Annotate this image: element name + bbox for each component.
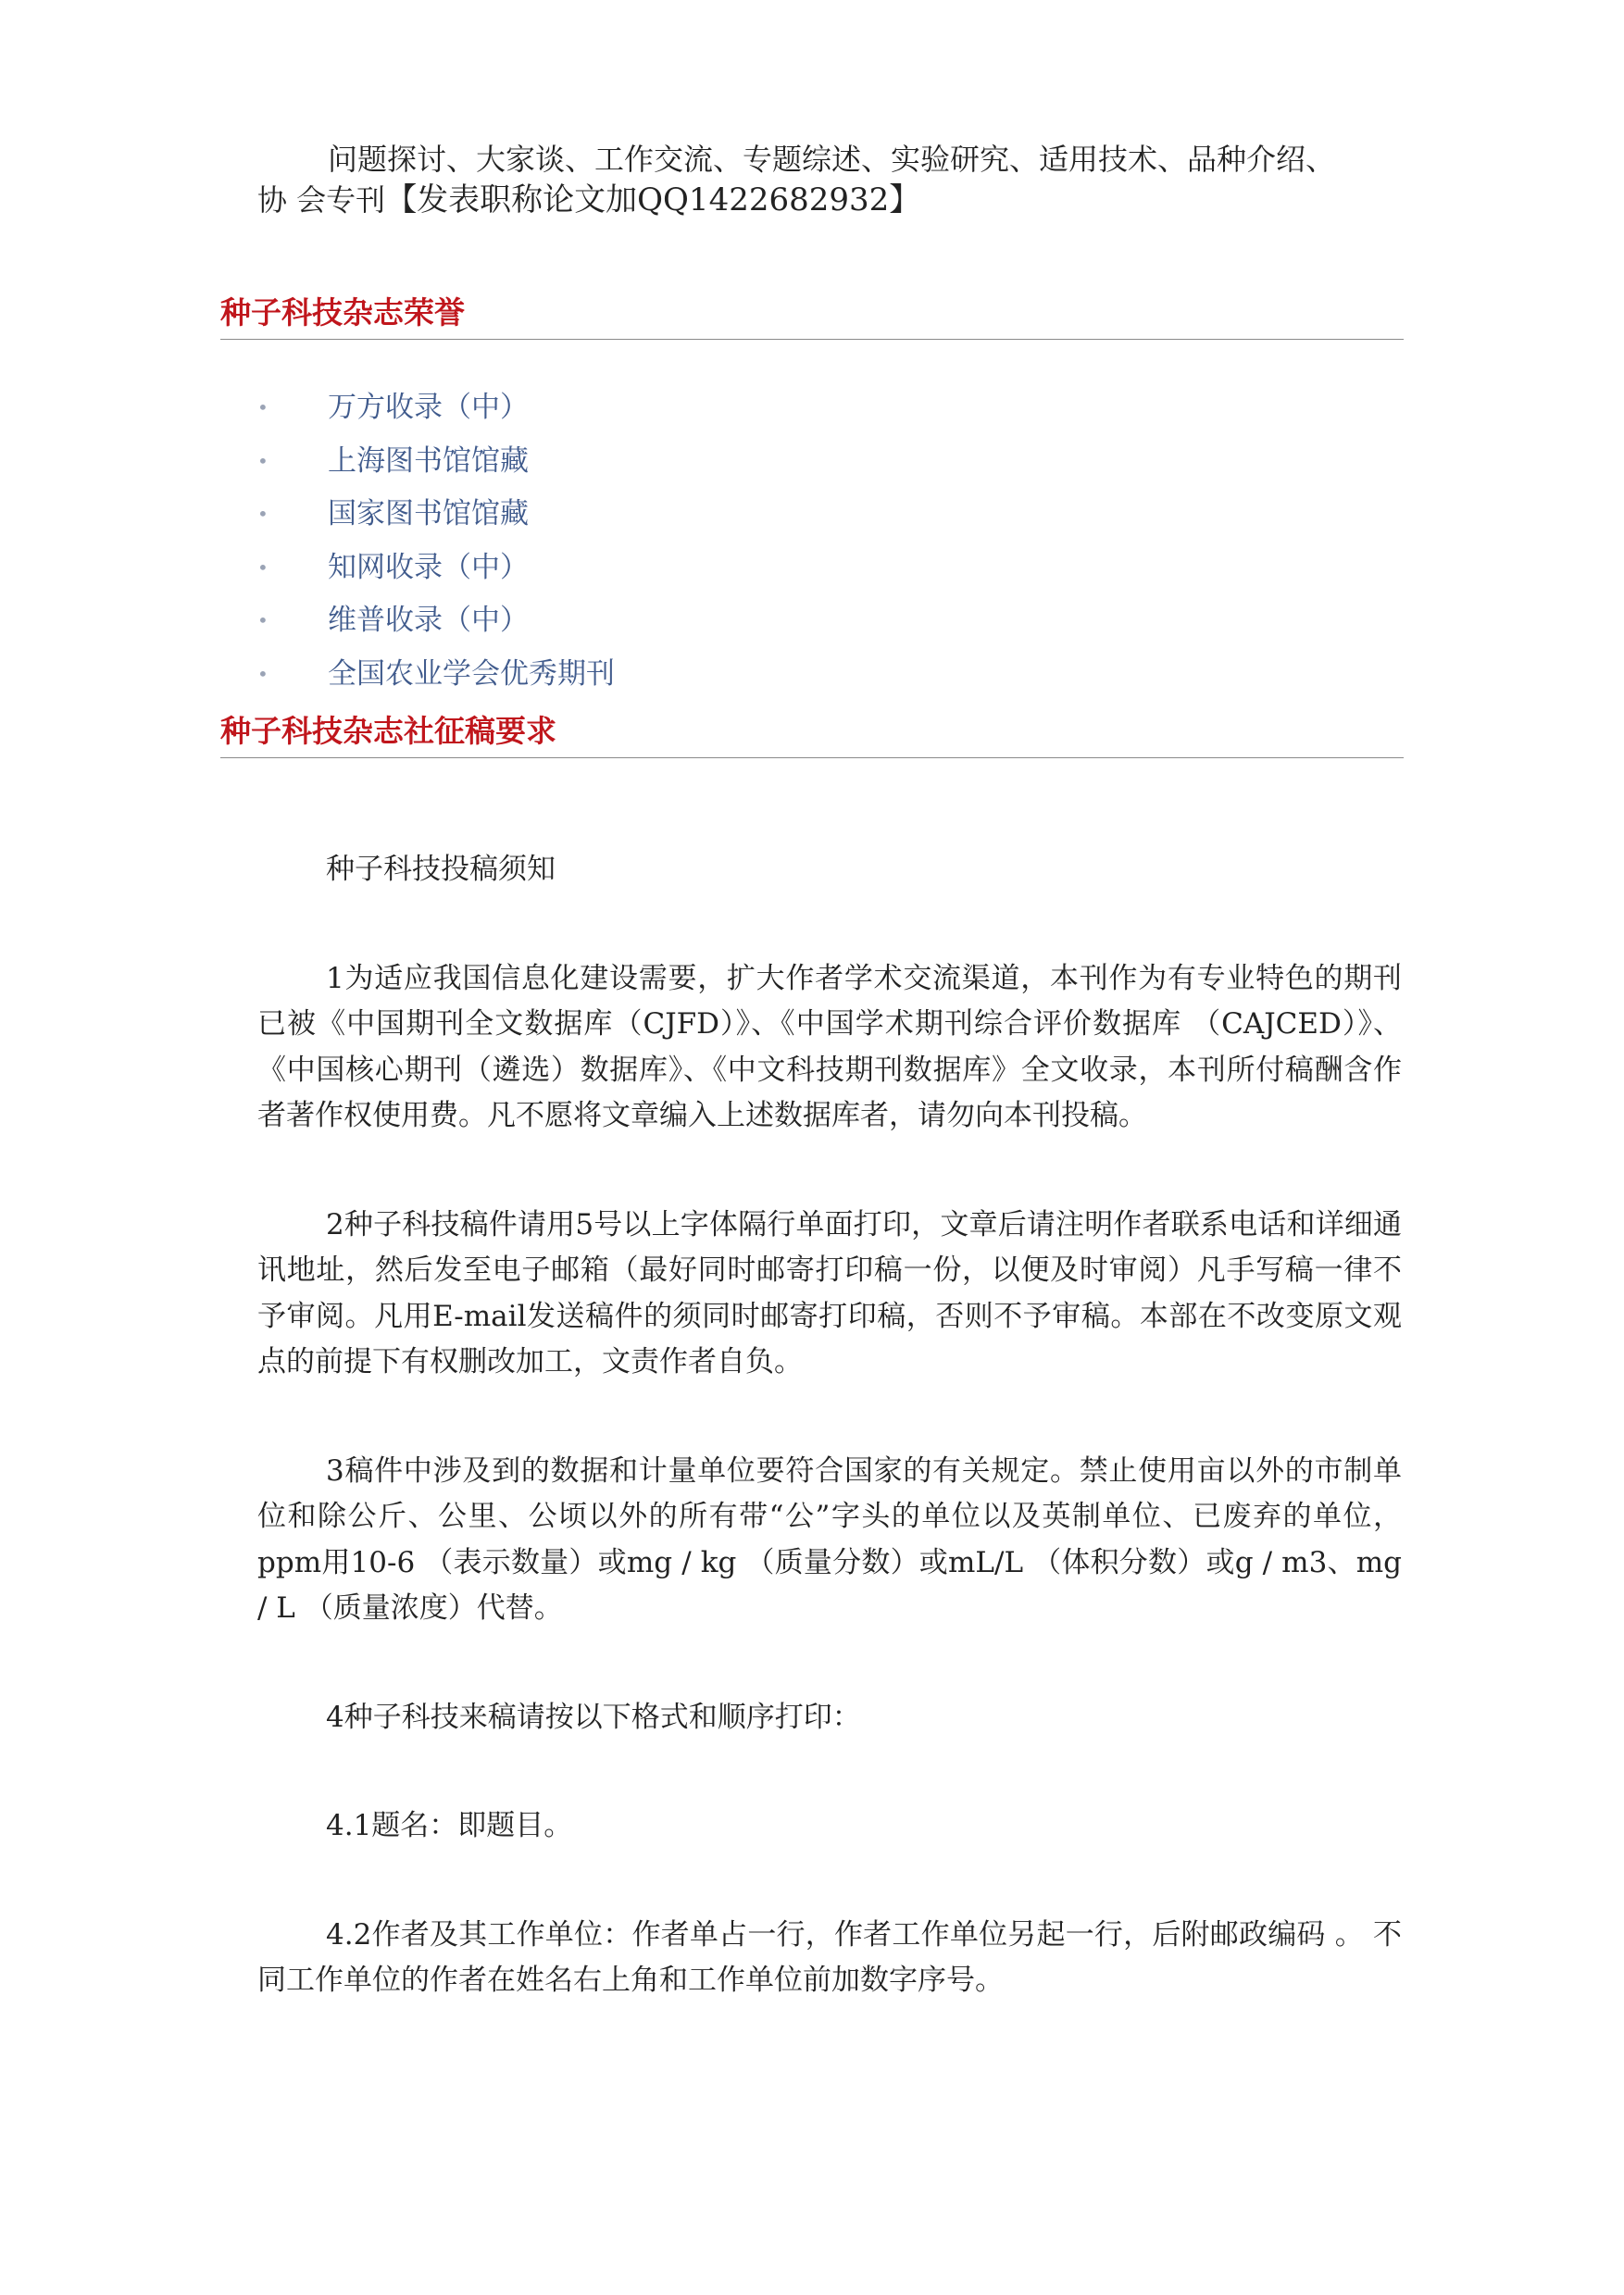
paragraph-2: 2种子科技稿件请用5号以上字体隔行单面打印，文章后请注明作者联系电话和详细通讯地址，然后发至电子邮箱（最好同时邮寄打印稿一份，以便及时审阅）凡手写稿一律不予审阅。凡用E-mail发送稿件的须同时邮寄打印稿，否则不予审稿。本部在不改变原文观点的前提下有权删改加工，文责作者自负。 xyxy=(257,1207,1402,1378)
requirements-heading: 种子科技杂志社征稿要求 xyxy=(220,713,1404,758)
intro-line-1: 问题探讨、大家谈、工作交流、专题综述、实验研究、适用技术、品种介绍、 xyxy=(328,142,1336,177)
paragraph-4-1: 4.1题名：即题目。 xyxy=(326,1809,573,1842)
bullet-icon: • xyxy=(257,503,269,525)
honors-item[interactable] xyxy=(257,435,615,489)
honors-item-label: 维普收录（中） xyxy=(328,604,529,637)
bullet-icon: • xyxy=(257,396,269,418)
honors-item[interactable] xyxy=(257,648,615,702)
bullet-icon: • xyxy=(257,555,269,579)
bullet-icon: • xyxy=(257,449,269,472)
paragraph-3: 3稿件中涉及到的数据和计量单位要符合国家的有关规定。禁止使用亩以外的市制单位和除公斤、公里、公顷以外的所有带“公”字头的单位以及英制单位、已废弃的单位，ppm用10-6 （表示数量）或mg / kg （质量分数）或mL/L （体积分数）或g / m3、mg / L （质量浓度）代替。 xyxy=(257,1453,1402,1625)
honors-item[interactable] xyxy=(257,488,615,542)
honors-item-label: 国家图书馆馆藏 xyxy=(328,497,529,530)
requirements-subtitle: 种子科技投稿须知 xyxy=(326,853,556,886)
honors-heading: 种子科技杂志荣誉 xyxy=(220,294,1404,340)
contact-qq: 【发表职称论文加QQ1422682932】 xyxy=(385,181,921,218)
honors-item[interactable] xyxy=(257,542,615,595)
intro-line-2-text: 协 会专刊 xyxy=(257,182,386,218)
paragraph-4: 4种子科技来稿请按以下格式和顺序打印： xyxy=(326,1700,861,1734)
bullet-icon: • xyxy=(257,609,269,631)
intro-text xyxy=(257,139,1415,220)
bullet-icon: • xyxy=(257,662,269,685)
paragraph-1: 1为适应我国信息化建设需要，扩大作者学术交流渠道，本刊作为有专业特色的期刊已被《中国期刊全文数据库（CJFD）》、《中国学术期刊综合评价数据库 （CAJCED）》、《中国核心期刊（遴选）数据库》、《中文科技期刊数据库》全文收录，本刊所付稿酬含作者著作权使用费。凡不愿将文章编入上述数据库者，请勿向本刊投稿。 xyxy=(257,961,1402,1132)
honors-item-label: 知网收录（中） xyxy=(328,550,529,584)
honors-item-label: 上海图书馆馆藏 xyxy=(328,443,529,478)
honors-list xyxy=(257,381,615,701)
honors-item[interactable] xyxy=(257,594,615,648)
paragraph-4-2: 4.2作者及其工作单位：作者单占一行，作者工作单位另起一行，后附邮政编码 。 不同工作单位的作者在姓名右上角和工作单位前加数字序号。 xyxy=(257,1917,1402,1997)
honors-item[interactable] xyxy=(257,381,615,435)
requirements-body xyxy=(257,847,1402,2004)
honors-item-label: 全国农业学会优秀期刊 xyxy=(328,656,615,691)
intro-line-2 xyxy=(257,180,1415,220)
honors-item-label: 万方收录（中） xyxy=(328,391,529,424)
